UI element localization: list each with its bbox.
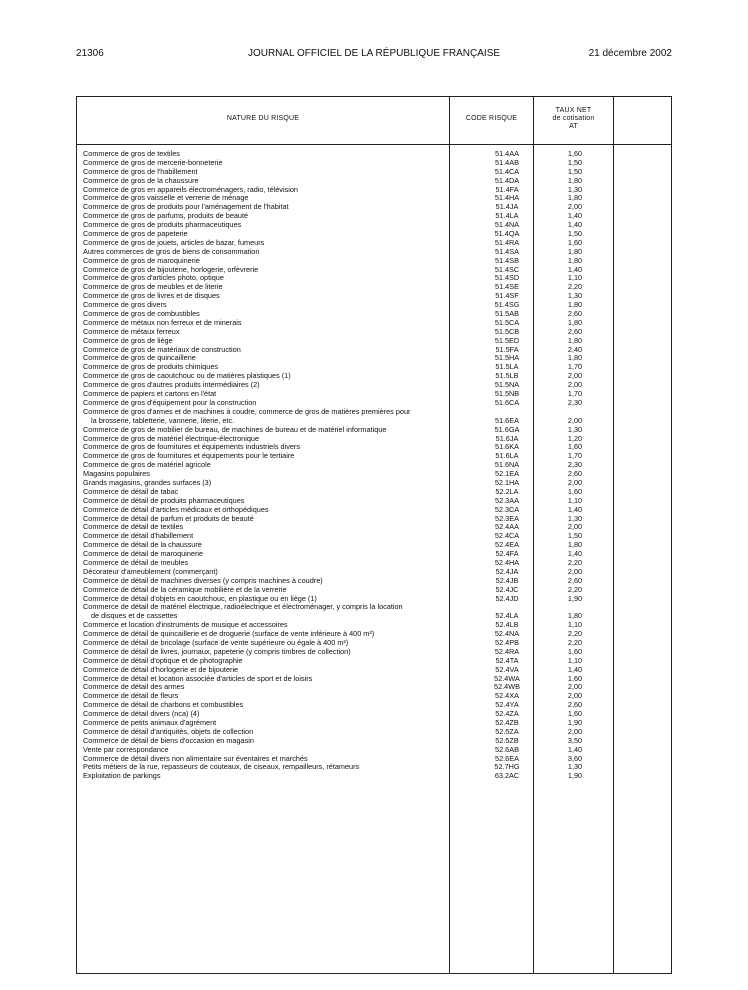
risk-nature-text: Commerce de gros de fournitures et équipements pour le tertiaire [83, 452, 295, 461]
header-rate-line3: AT [569, 123, 578, 130]
rate-value: 2,30 [567, 460, 583, 470]
rate-value: 1,80 [567, 353, 583, 363]
risk-nature [83, 150, 449, 159]
risk-code: 52.4JB [495, 575, 519, 585]
risk-nature-text: Vente par correspondance [83, 745, 169, 754]
risk-code: 52.4VA [495, 664, 519, 674]
risk-nature [83, 657, 449, 666]
rate-value: 1,40 [567, 549, 583, 559]
risk-code: 63.2AC [494, 771, 520, 781]
risk-code: 52.5ZB [495, 735, 519, 745]
rate-value: 1,50 [567, 166, 583, 176]
risk-nature-text: Commerce de gros divers [83, 301, 167, 310]
risk-nature [83, 248, 449, 257]
risk-nature-text: Autres commerces de gros de biens de consommation [83, 247, 260, 256]
rate-value: 1,50 [567, 531, 583, 541]
risk-code: 52.1EA [495, 469, 519, 479]
risk-nature [83, 461, 449, 470]
risk-nature-text: Commerce de métaux non ferreux et de minerais [83, 318, 242, 327]
risk-nature [83, 497, 449, 506]
risk-nature-text: Commerce de détail d'articles médicaux et orthopédiques [83, 505, 269, 514]
risk-nature-text: Commerce de gros d'articles photo, optique [83, 274, 224, 283]
risk-code: 51.4SC [494, 264, 520, 274]
risk-nature [83, 666, 449, 675]
risk-nature [83, 532, 449, 541]
risk-nature [83, 755, 449, 764]
risk-nature [83, 159, 449, 168]
rate-value: 1,60 [567, 442, 583, 452]
risk-nature [83, 168, 449, 177]
risk-code: 52.6EA [495, 753, 519, 763]
risk-code: 52.4RA [494, 646, 520, 656]
risk-nature [83, 488, 449, 497]
rate-value: 1,30 [567, 762, 583, 772]
risk-nature-text: Commerce de gros de liège [83, 336, 173, 345]
risk-code: 52.3CA [494, 504, 520, 514]
risk-nature [83, 630, 449, 639]
rate-value: 1,70 [567, 389, 583, 399]
risk-code: 51.6JA [495, 433, 519, 443]
risk-code: 51.4SF [495, 291, 519, 301]
risk-code: 51.5FA [495, 344, 519, 354]
journal-title: JOURNAL OFFICIEL DE LA RÉPUBLIQUE FRANÇAISE [247, 48, 501, 59]
risk-nature-text: Commerce de petits animaux d'agrément [83, 719, 217, 728]
risk-code: 51.4DA [494, 175, 520, 185]
risk-nature [83, 648, 449, 657]
risk-nature-text: Commerce de détail d'habillement [83, 532, 194, 541]
risk-nature-text: Commerce de détail de machines diverses (y compris machines à coudre) [83, 576, 323, 585]
rate-value: 1,80 [567, 335, 583, 345]
table-row [77, 595, 671, 604]
risk-nature-text: Commerce de gros de fournitures et équipements industriels divers [83, 443, 300, 452]
risk-nature [83, 408, 449, 426]
risk-nature [83, 239, 449, 248]
risk-nature [83, 221, 449, 230]
risk-nature [83, 586, 449, 595]
risk-nature [83, 763, 449, 772]
risk-code: 52.4ZB [495, 718, 519, 728]
risk-nature [83, 772, 449, 781]
rate-value: 2,30 [567, 397, 583, 407]
risk-nature-text: Commerce de détail de quincaillerie et de droguerie (surface de vente inférieure à 400 m²) [83, 630, 375, 639]
risk-code: 51.4HA [494, 193, 520, 203]
rate-value: 1,20 [567, 433, 583, 443]
risk-nature [83, 381, 449, 390]
risk-nature-text: Commerce de gros d'équipement pour la construction [83, 398, 257, 407]
risk-nature-text: Commerce de gros d'armes et de machines à coudre, commerce de gros de matières premières pour [83, 407, 411, 416]
risk-code: 51.6LA [495, 451, 519, 461]
rate-value: 1,70 [567, 362, 583, 372]
risk-nature [83, 559, 449, 568]
risk-nature [83, 737, 449, 746]
risk-code: 51.4SA [495, 246, 519, 256]
risk-code: 51.4AA [495, 149, 519, 158]
risk-nature-text-continued: la brosserie, tabletterie, vannerie, literie, etc. [91, 415, 235, 425]
risk-nature [83, 506, 449, 515]
rate-value: 1,40 [567, 744, 583, 754]
risk-nature-text: Commerce de gros de meubles et de literie [83, 283, 223, 292]
header-divider [77, 144, 671, 145]
risk-code: 52.4ZA [495, 709, 519, 719]
rate-value: 3,60 [567, 753, 583, 763]
rate-value: 2,00 [567, 566, 583, 576]
risk-nature-text: Magasins populaires [83, 470, 150, 479]
rate-value: 1,80 [567, 317, 583, 327]
risk-code: 51.5AB [495, 309, 519, 319]
rate-value: 1,70 [567, 451, 583, 461]
rate-value: 1,80 [567, 246, 583, 256]
risk-nature-text: Commerce de gros de parfums, produits de beauté [83, 212, 249, 221]
risk-nature [83, 203, 449, 212]
risk-nature [83, 230, 449, 239]
risk-code: 52.1HA [494, 477, 520, 487]
risk-nature [83, 683, 449, 692]
risk-code: 52.4XA [495, 691, 519, 701]
risk-nature [83, 701, 449, 710]
risk-nature [83, 746, 449, 755]
rate-value: 1,40 [567, 664, 583, 674]
rate-value: 2,00 [567, 371, 583, 381]
rate-value: 1,10 [567, 655, 583, 665]
risk-nature-text: Exploitation de parkings [83, 772, 161, 781]
risk-nature-text: Commerce de gros de maroquinerie [83, 256, 200, 265]
risk-nature [83, 710, 449, 719]
risk-nature [83, 443, 449, 452]
header-rate [534, 107, 613, 131]
risk-nature-text: Commerce de gros de bijouterie, horlogerie, orfèvrerie [83, 265, 259, 274]
rate-value: 1,80 [567, 611, 583, 621]
risk-nature-text: Décorateur d'ameublement (commerçant) [83, 567, 218, 576]
risk-nature [83, 452, 449, 461]
rate-value: 1,60 [567, 149, 583, 158]
rate-value: 1,80 [567, 540, 583, 550]
rate-value: 1,10 [567, 273, 583, 283]
risk-nature-text: Commerce de détail de biens d'occasion en magasin [83, 736, 254, 745]
risk-code: 52.4CA [494, 531, 520, 541]
risk-nature [83, 523, 449, 532]
risk-code: 52.4JA [495, 566, 519, 576]
risk-code: 52.4EA [495, 540, 519, 550]
rate-value: 2,40 [567, 344, 583, 354]
risk-nature-text: Commerce de détail de meubles [83, 558, 189, 567]
risk-code: 51.6EA [495, 415, 519, 425]
risk-nature [83, 435, 449, 444]
rate-value: 1,80 [567, 193, 583, 203]
rate-value: 2,60 [567, 326, 583, 336]
rate-value: 1,10 [567, 495, 583, 505]
risk-code: 52.4WB [494, 682, 520, 692]
risk-nature-text: Commerce de détail de bricolage (surface de vente supérieure ou égale à 400 m²) [83, 639, 349, 648]
rate-value: 1,60 [567, 709, 583, 719]
risk-nature-text: Commerce de gros de matériaux de construction [83, 345, 241, 354]
risk-nature-text: Commerce de papiers et cartons en l'état [83, 390, 217, 399]
risk-code: 52.4NA [494, 629, 520, 639]
risk-rate-table [76, 96, 672, 974]
risk-code: 51.5CB [494, 326, 520, 336]
risk-code: 51.4LA [495, 211, 519, 221]
risk-nature-text: Commerce de gros de matériel électrique-électronique [83, 434, 260, 443]
risk-code: 51.5NA [494, 380, 520, 390]
rate-value: 1,30 [567, 513, 583, 523]
risk-nature-text: Commerce de gros de produits chimiques [83, 363, 219, 372]
rate-value: 1,60 [567, 486, 583, 496]
risk-nature [83, 177, 449, 186]
risk-nature-text: Commerce de détail de maroquinerie [83, 550, 204, 559]
table-row [77, 408, 671, 426]
risk-nature [83, 728, 449, 737]
risk-code: 52.4PB [495, 638, 519, 648]
risk-nature [83, 390, 449, 399]
rate-value: 1,40 [567, 220, 583, 230]
risk-nature-text: Commerce et location d'instruments de musique et accessoires [83, 621, 288, 630]
risk-nature [83, 399, 449, 408]
rate-value: 1,50 [567, 157, 583, 167]
risk-nature [83, 292, 449, 301]
risk-nature [83, 719, 449, 728]
risk-code: 52.4JC [495, 584, 519, 594]
risk-nature [83, 363, 449, 372]
risk-nature-text: Commerce de détail de textiles [83, 523, 184, 532]
risk-code: 51.6CA [494, 397, 520, 407]
risk-code: 51.5NB [494, 389, 520, 399]
risk-nature [83, 479, 449, 488]
risk-nature [83, 568, 449, 577]
rate-value: 1,30 [567, 184, 583, 194]
risk-nature-text: Commerce de gros en appareils électroménagers, radio, télévision [83, 185, 298, 194]
risk-nature-text: Commerce de gros de la chaussure [83, 176, 199, 185]
risk-nature-text: Commerce de détail de fleurs [83, 692, 179, 701]
page-header [76, 48, 672, 62]
risk-nature-text: Commerce de détail de charbons et combustibles [83, 701, 244, 710]
risk-nature-text: Commerce de gros de papeterie [83, 230, 188, 239]
risk-nature-text: Commerce de détail divers non alimentaire sur éventaires et marchés [83, 754, 308, 763]
risk-nature-text: Commerce de détail et location associée d'articles de sport et de loisirs [83, 674, 313, 683]
risk-nature [83, 212, 449, 221]
risk-nature [83, 257, 449, 266]
risk-nature-text: Commerce de gros de textiles [83, 150, 180, 158]
risk-nature [83, 186, 449, 195]
risk-nature [83, 346, 449, 355]
risk-nature-text: Commerce de gros de l'habillement [83, 167, 198, 176]
risk-nature-text: Commerce de gros de jouets, articles de bazar, fumeurs [83, 238, 265, 247]
risk-nature-text: Commerce de détail de la céramique mobilière et de la verrerie [83, 585, 287, 594]
rate-value: 2,20 [567, 584, 583, 594]
rate-value: 1,60 [567, 646, 583, 656]
rate-value: 1,90 [567, 771, 583, 781]
rate-value: 1,40 [567, 211, 583, 221]
rate-value: 2,20 [567, 282, 583, 292]
risk-nature-text: Commerce de gros de mobilier de bureau, de machines de bureau et de matériel informatique [83, 425, 387, 434]
risk-nature [83, 274, 449, 283]
risk-nature [83, 550, 449, 559]
risk-nature [83, 470, 449, 479]
risk-code: 51.6GA [494, 424, 520, 434]
risk-nature [83, 337, 449, 346]
risk-code: 52.4TA [495, 655, 519, 665]
risk-code: 52.7HG [494, 762, 520, 772]
rate-value: 2,00 [567, 682, 583, 692]
risk-nature-text: Commerce de détail d'objets en caoutchouc, en plastique ou en liège (1) [83, 594, 317, 603]
table-body [77, 150, 671, 781]
rate-value: 1,90 [567, 593, 583, 603]
rate-value: 1,10 [567, 620, 583, 630]
header-rate-line2: de cotisation [552, 115, 595, 122]
risk-nature [83, 639, 449, 648]
rate-value: 1,40 [567, 264, 583, 274]
rate-value: 2,00 [567, 522, 583, 532]
risk-nature [83, 692, 449, 701]
rate-value: 2,00 [567, 202, 583, 212]
rate-value: 2,60 [567, 309, 583, 319]
risk-nature [83, 675, 449, 684]
risk-nature [83, 372, 449, 381]
rate-value: 1,80 [567, 175, 583, 185]
risk-nature-text: Commerce de détail d'horlogerie et de bijouterie [83, 665, 239, 674]
risk-code: 51.4JA [495, 202, 519, 212]
rate-value: 1,40 [567, 504, 583, 514]
risk-nature-text: Commerce de détail de parfum et produits de beauté [83, 514, 254, 523]
risk-nature-text: Commerce de gros de quincaillerie [83, 354, 196, 363]
table-row [77, 399, 671, 408]
risk-code: 52.4HA [494, 557, 520, 567]
rate-value: 1,30 [567, 424, 583, 434]
risk-code: 51.4SD [494, 273, 520, 283]
risk-nature-text: Grands magasins, grandes surfaces (3) [83, 478, 212, 487]
risk-code: 52.2LA [495, 486, 519, 496]
risk-code: 51.6KA [495, 442, 519, 452]
risk-nature [83, 603, 449, 621]
table-row [77, 603, 671, 621]
risk-nature [83, 515, 449, 524]
risk-nature-text: Commerce de détail des armes [83, 683, 185, 692]
risk-code: 51.5LB [495, 371, 519, 381]
risk-code: 52.4WA [494, 673, 520, 683]
risk-nature-text: Commerce de gros de caoutchouc ou de matières plastiques (1) [83, 372, 291, 381]
rate-value: 2,00 [567, 380, 583, 390]
risk-nature [83, 595, 449, 604]
risk-nature [83, 194, 449, 203]
risk-nature-text: Commerce de détail de produits pharmaceutiques [83, 496, 245, 505]
risk-code: 51.6NA [494, 460, 520, 470]
risk-code: 51.5CA [494, 317, 520, 327]
rate-value: 2,20 [567, 638, 583, 648]
risk-code: 52.4AA [495, 522, 519, 532]
risk-nature-text: Commerce de détail divers (nca) (4) [83, 710, 200, 719]
risk-nature-text: Commerce de gros de livres et de disques [83, 292, 220, 301]
risk-nature [83, 319, 449, 328]
risk-nature [83, 301, 449, 310]
risk-nature [83, 354, 449, 363]
risk-nature [83, 621, 449, 630]
risk-nature-text: Petits métiers de la rue, repasseurs de couteaux, de ciseaux, rempailleurs, rétameurs [83, 763, 360, 772]
risk-nature-text-continued: de disques et de cassettes [91, 611, 178, 621]
risk-code: 52.3AA [495, 495, 519, 505]
risk-code: 51.4SB [495, 255, 519, 265]
rate-value: 2,20 [567, 629, 583, 639]
risk-nature-text: Commerce de détail d'optique et de photographie [83, 656, 243, 665]
risk-nature-text: Commerce de gros de produits pour l'aménagement de l'habitat [83, 203, 289, 212]
risk-nature [83, 541, 449, 550]
risk-nature [83, 266, 449, 275]
risk-code: 51.4SE [495, 282, 519, 292]
risk-nature-text: Commerce de gros de matériel agricole [83, 461, 211, 470]
risk-code: 51.4QA [494, 229, 520, 239]
risk-code: 51.5ED [494, 335, 520, 345]
risk-nature [83, 283, 449, 292]
risk-code: 51.5LA [495, 362, 519, 372]
risk-nature-text: Commerce de métaux ferreux [83, 327, 180, 336]
header-code: CODE RISQUE [465, 115, 518, 122]
rate-value: 2,00 [567, 691, 583, 701]
risk-nature-text: Commerce de détail de tabac [83, 487, 179, 496]
risk-code: 51.4RA [494, 237, 520, 247]
rate-value: 2,00 [567, 415, 583, 425]
rate-value: 2,20 [567, 557, 583, 567]
rate-value: 2,60 [567, 575, 583, 585]
risk-code: 51.4NA [494, 220, 520, 230]
rate-value: 1,50 [567, 229, 583, 239]
risk-nature [83, 328, 449, 337]
risk-nature-text: Commerce de détail d'antiquités, objets de collection [83, 727, 254, 736]
risk-nature-text: Commerce de gros vaisselle et verrerie de ménage [83, 194, 249, 203]
header-nature: NATURE DU RISQUE [226, 115, 300, 122]
risk-nature [83, 426, 449, 435]
rate-value: 2,60 [567, 700, 583, 710]
risk-nature-text: Commerce de gros de produits pharmaceutiques [83, 221, 242, 230]
risk-code: 52.6AB [495, 744, 519, 754]
publication-date: 21 décembre 2002 [588, 48, 672, 59]
risk-nature [83, 577, 449, 586]
table-row [77, 772, 671, 781]
risk-code: 52.4YA [495, 700, 519, 710]
header-rate-line1: TAUX NET [555, 107, 592, 114]
rate-value: 1,90 [567, 718, 583, 728]
risk-nature-text: Commerce de gros d'autres produits intermédiaires (2) [83, 381, 260, 390]
risk-code: 52.3EA [495, 513, 519, 523]
risk-nature-text: Commerce de détail de matériel électrique, radioélectrique et électroménager, y compris la location [83, 603, 403, 612]
risk-code: 52.4JD [495, 593, 519, 603]
risk-code: 51.5HA [494, 353, 520, 363]
rate-value: 2,60 [567, 469, 583, 479]
page-number: 21306 [76, 48, 104, 59]
rate-value: 1,60 [567, 673, 583, 683]
risk-code: 52.4LA [495, 611, 519, 621]
rate-value: 3,50 [567, 735, 583, 745]
rate-value: 1,80 [567, 300, 583, 310]
risk-code: 51.4CA [494, 166, 520, 176]
risk-nature [83, 310, 449, 319]
risk-code: 51.4AB [495, 157, 519, 167]
risk-nature-text: Commerce de détail de livres, journaux, papeterie (y compris timbres de collection) [83, 647, 351, 656]
risk-code: 52.4LB [495, 620, 519, 630]
risk-nature-text: Commerce de gros de combustibles [83, 310, 200, 319]
rate-value: 1,30 [567, 291, 583, 301]
risk-code: 51.4FA [495, 184, 519, 194]
rate-value: 2,00 [567, 726, 583, 736]
risk-code: 51.4SG [494, 300, 520, 310]
rate-value: 1,60 [567, 237, 583, 247]
rate-value: 1,80 [567, 255, 583, 265]
rate-value: 2,00 [567, 477, 583, 487]
risk-code: 52.4FA [495, 549, 519, 559]
risk-nature-text: Commerce de détail de la chaussure [83, 541, 202, 550]
risk-code: 52.5ZA [495, 726, 519, 736]
risk-nature-text: Commerce de gros de mercerie-bonneterie [83, 158, 223, 167]
